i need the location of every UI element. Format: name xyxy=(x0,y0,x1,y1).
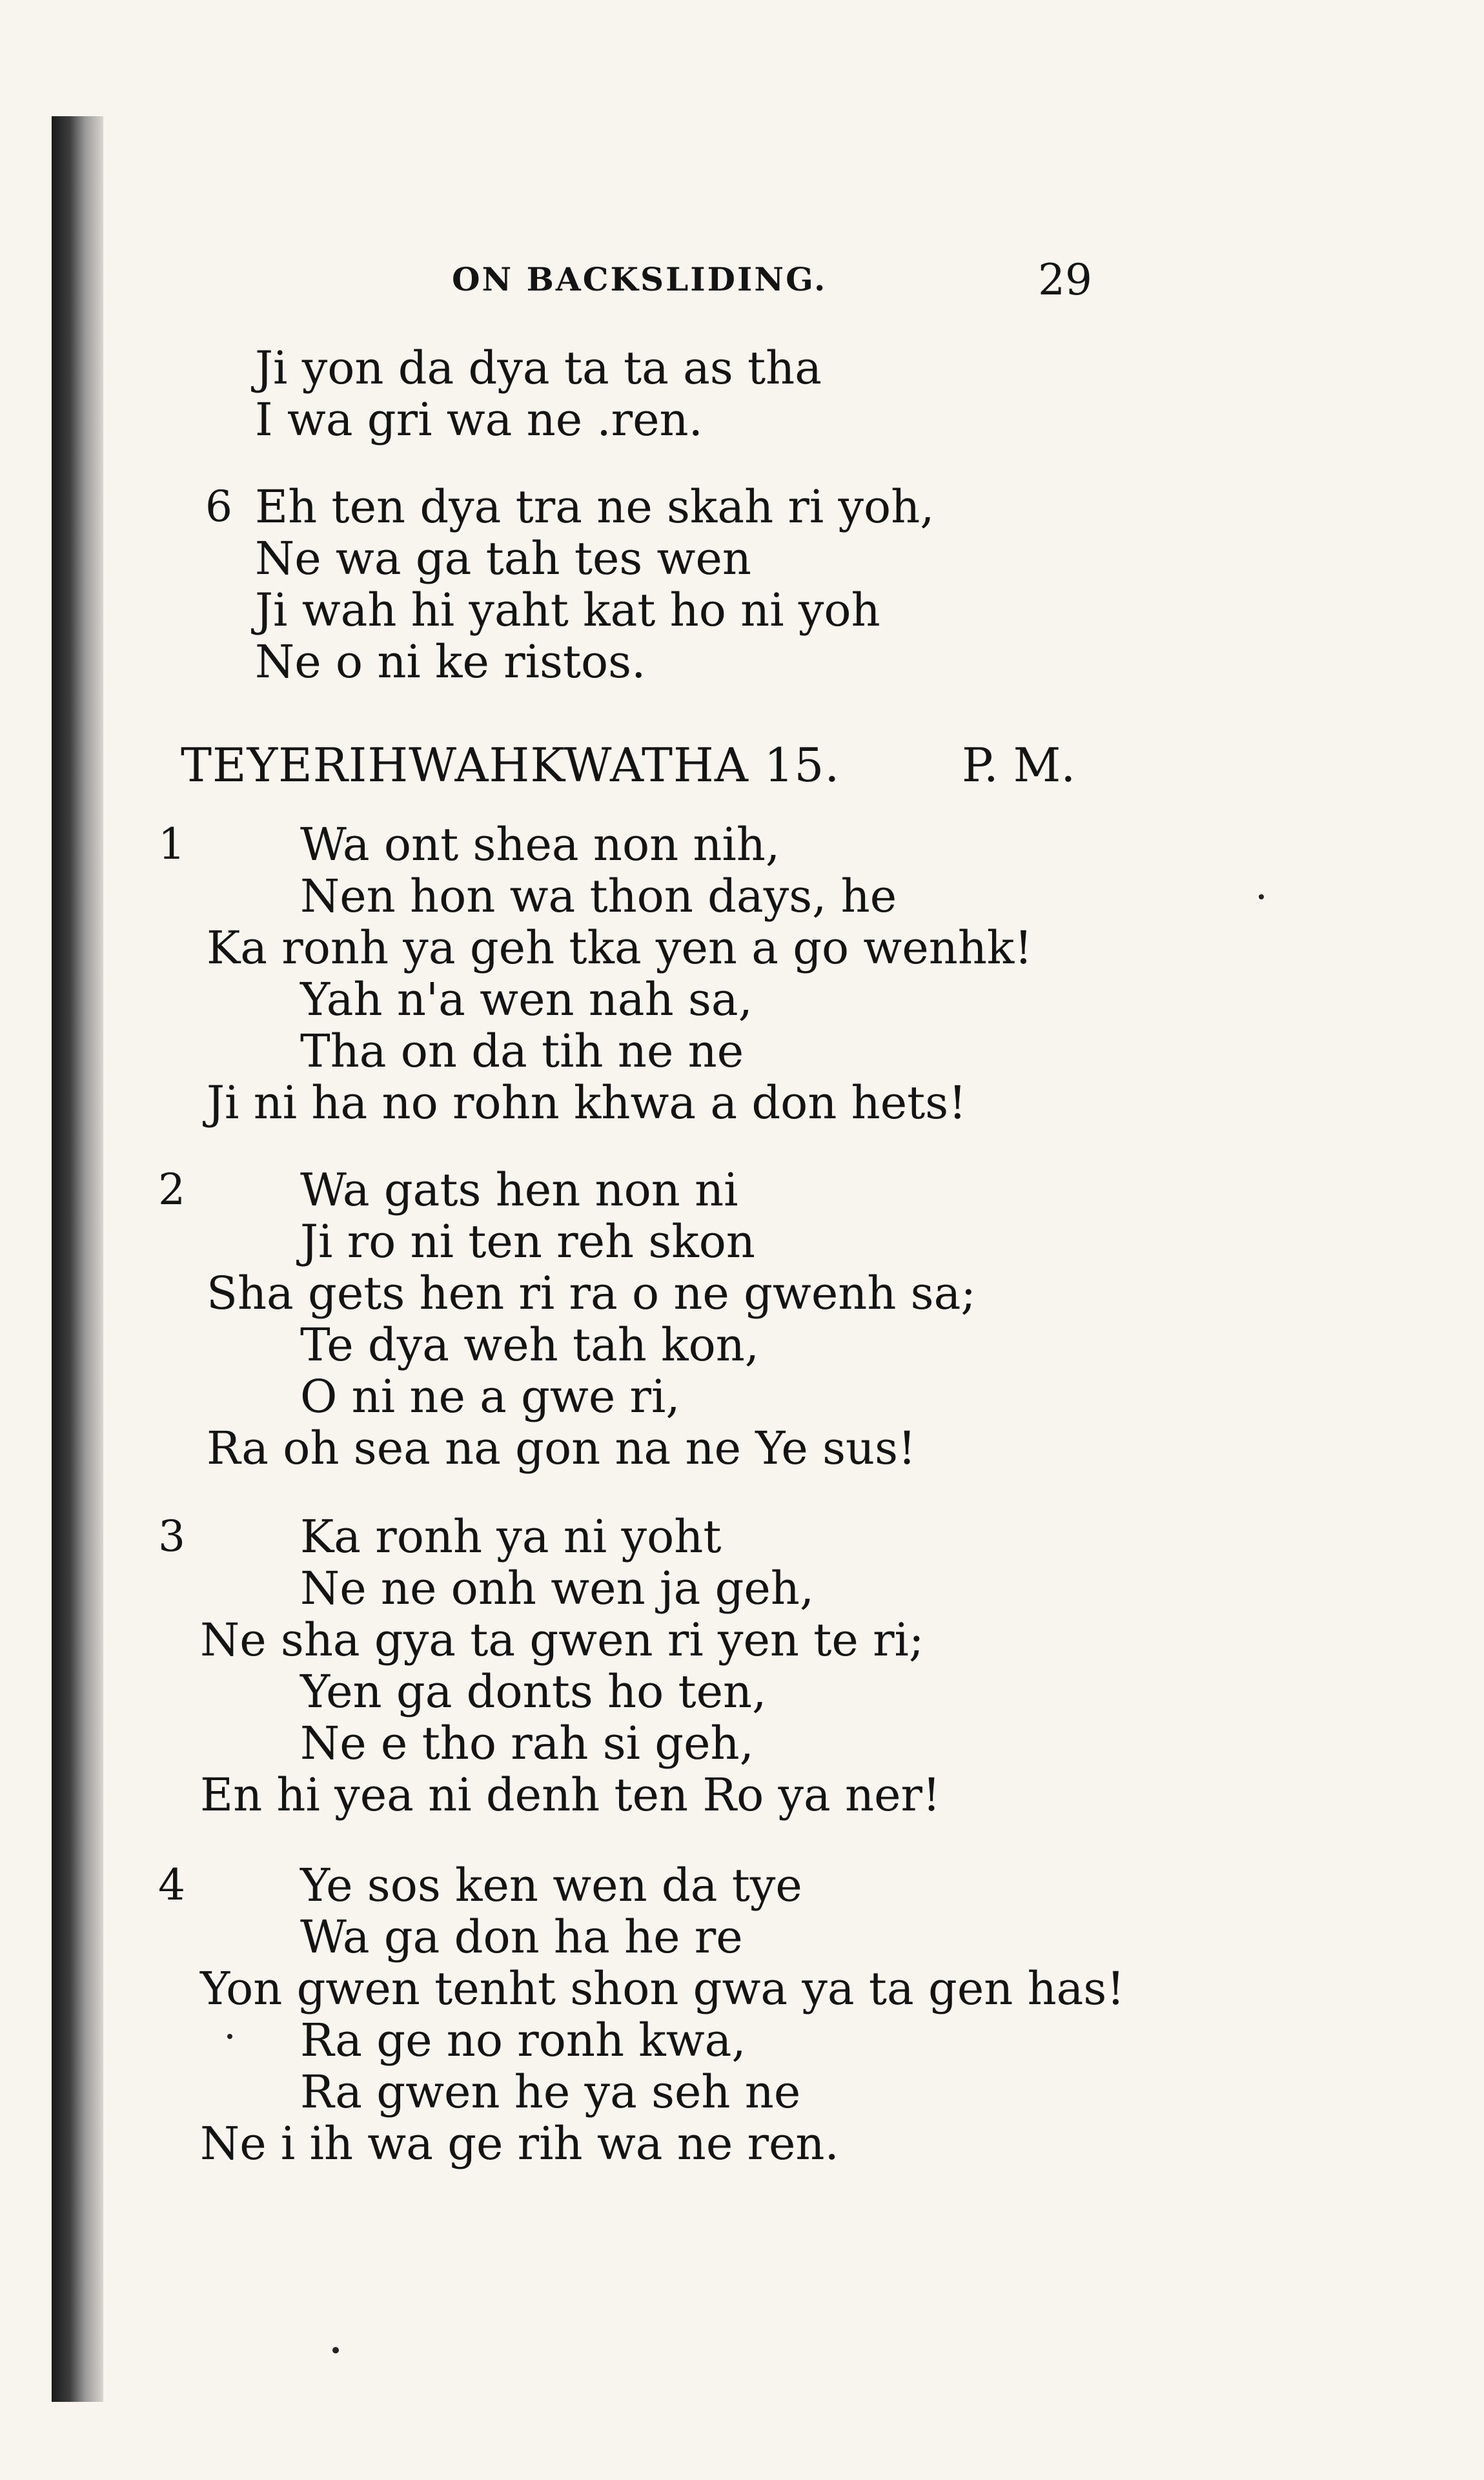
verse-line: Ka ronh ya ni yoht xyxy=(300,1510,722,1563)
verse-number: 1 xyxy=(158,819,185,869)
continued-line: I wa gri wa ne .ren. xyxy=(255,393,703,446)
verse-line: O ni ne a gwe ri, xyxy=(300,1370,680,1423)
running-title: ON BACKSLIDING. xyxy=(452,260,828,298)
verse-line: Sha gets hen ri ra o ne gwenh sa; xyxy=(207,1267,976,1320)
verse-line: Ji ro ni ten reh skon xyxy=(300,1215,755,1268)
stanza-line: Ne o ni ke ristos. xyxy=(255,635,646,688)
verse-line: Wa gats hen non ni xyxy=(300,1163,738,1216)
verse-line: Wa ont shea non nih, xyxy=(300,818,780,871)
stanza-line: Ji wah hi yaht kat ho ni yoh xyxy=(255,584,880,637)
verse-line: Ra gwen he ya seh ne xyxy=(300,2065,801,2118)
stanza-number: 6 xyxy=(205,482,232,531)
verse-line: Ra ge no ronh kwa, xyxy=(300,2014,746,2067)
verse-line: Ji ni ha no rohn khwa a don hets! xyxy=(207,1076,967,1129)
verse-line: Wa ga don ha he re xyxy=(300,1911,743,1963)
verse-line: En hi yea ni denh ten Ro ya ner! xyxy=(200,1768,941,1821)
verse-line: Ne i ih wa ge rih wa ne ren. xyxy=(200,2117,839,2170)
stanza-line: Ne wa ga tah tes wen xyxy=(255,532,751,585)
ink-speck xyxy=(332,2347,339,2353)
verse-line: Nen hon wa thon days, he xyxy=(300,870,897,923)
verse-line: Te dya weh tah kon, xyxy=(300,1318,760,1371)
verse-line: Tha on da tih ne ne xyxy=(300,1025,744,1078)
verse-line: Ye sos ken wen da tye xyxy=(300,1859,802,1912)
verse-line: Ne sha gya ta gwen ri yen te ri; xyxy=(200,1614,924,1666)
verse-line: Ne e tho rah si geh, xyxy=(300,1717,754,1770)
page-number: 29 xyxy=(1038,255,1092,305)
hymn-meter: P. M. xyxy=(962,738,1076,792)
verse-number: 2 xyxy=(158,1165,185,1214)
ink-speck xyxy=(227,2034,232,2039)
verse-line: Ne ne onh wen ja geh, xyxy=(300,1562,815,1615)
verse-number: 3 xyxy=(158,1512,185,1561)
verse-line: Ka ronh ya geh tka yen a go wenhk! xyxy=(207,921,1033,974)
page-header xyxy=(0,255,1484,305)
verse-line: Ra oh sea na gon na ne Ye sus! xyxy=(207,1422,917,1475)
hymn-title: TEYERIHWAHKWATHA 15. xyxy=(181,738,840,792)
verse-number: 4 xyxy=(158,1860,185,1910)
continued-line: Ji yon da dya ta ta as tha xyxy=(255,342,822,395)
book-spine-shadow xyxy=(52,116,103,2402)
verse-line: Yen ga donts ho ten, xyxy=(300,1665,767,1718)
stanza-line: Eh ten dya tra ne skah ri yoh, xyxy=(255,480,935,533)
verse-line: Yah n'a wen nah sa, xyxy=(300,973,753,1026)
ink-speck xyxy=(1259,894,1264,899)
verse-line: Yon gwen tenht shon gwa ya ta gen has! xyxy=(200,1962,1125,2015)
